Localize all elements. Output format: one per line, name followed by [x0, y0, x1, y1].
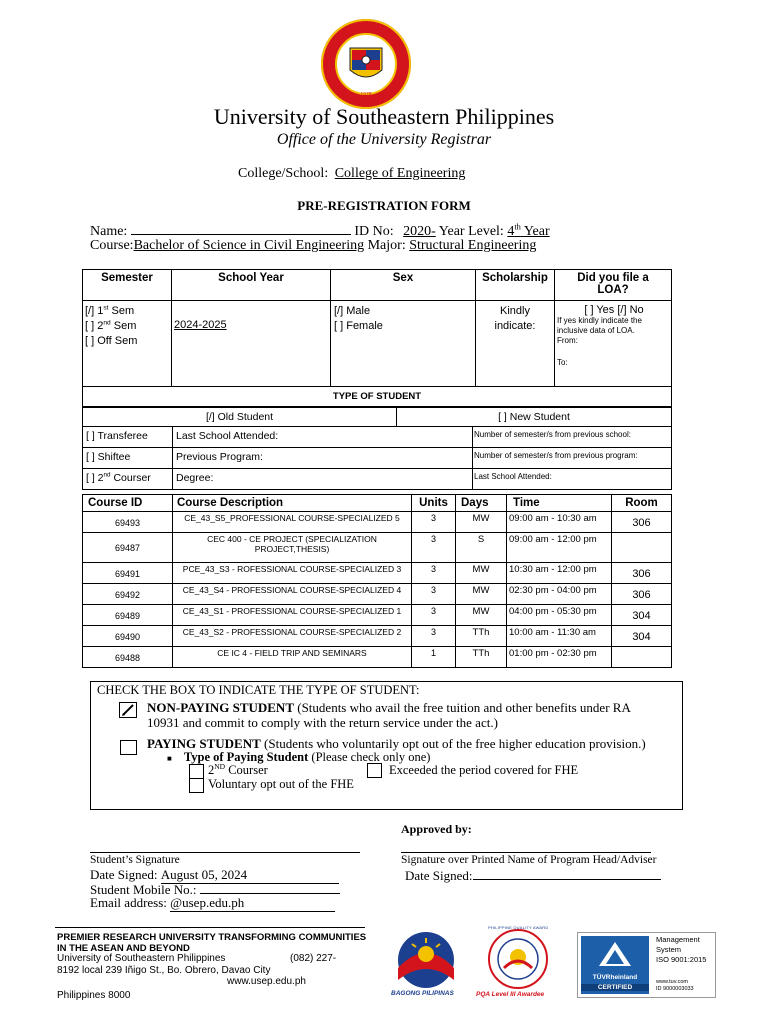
transferee-option[interactable]: [ ] Transferee	[83, 427, 173, 448]
course-days-cell: MW	[456, 584, 507, 605]
footer-phone: (082) 227-	[290, 953, 337, 964]
semesters-prev-program[interactable]: Number of semester/s from previous program:	[473, 448, 672, 469]
name-field[interactable]	[131, 222, 351, 235]
opt-exceeded-label: Exceeded the period covered for FHE	[389, 763, 579, 777]
course-desc-cell: CE_43_S2 - PROFESSIONAL COURSE-SPECIALIZED 2	[173, 626, 412, 647]
opt-courser-checkbox[interactable]	[189, 764, 204, 779]
student-type-box	[90, 681, 683, 810]
course-desc-cell: CE_43_S4 - PROFESSIONAL COURSE-SPECIALIZED 4	[173, 584, 412, 605]
course-units-cell: 3	[412, 533, 456, 563]
head-date-field[interactable]	[473, 867, 661, 880]
course-days-cell: MW	[456, 605, 507, 626]
loa-from: From:	[557, 336, 578, 345]
course-room-cell: 306	[612, 563, 672, 584]
course-units-cell: 3	[412, 563, 456, 584]
id-label: ID No:	[354, 224, 394, 239]
seal-year: 1978	[360, 92, 372, 98]
col-time: Time	[507, 495, 612, 512]
footer-tagline-2: IN THE ASEAN AND BEYOND	[57, 943, 190, 954]
col-semester: Semester	[83, 270, 172, 301]
semesters-prev-school[interactable]: Number of semester/s from previous school:	[473, 427, 672, 448]
paying-type-line: ■ Type of Paying Student (Please check only one)	[167, 750, 431, 764]
university-name: University of Southeastern Philippines	[213, 104, 555, 129]
student-signature-line[interactable]	[90, 852, 360, 853]
old-student-option[interactable]: [/] Old Student	[83, 408, 397, 427]
major-label: Major:	[367, 238, 406, 253]
course-time-cell: 10:30 am - 12:00 pm	[507, 563, 612, 584]
email-line: Email address: @usep.edu.ph	[90, 895, 335, 912]
col-loa: Did you file a LOA?	[555, 270, 672, 301]
paying-text: PAYING STUDENT (Students who voluntarily opt out of the free higher education provision.)	[147, 736, 646, 751]
course-days-cell: S	[456, 533, 507, 563]
major-value: Structural Engineering	[409, 238, 537, 253]
course-id-cell: 69489	[83, 605, 173, 626]
course-time-cell: 01:00 pm - 02:30 pm	[507, 647, 612, 668]
pqa-ring-text: PHILIPPINE QUALITY AWARD	[488, 925, 549, 930]
course-id-cell: 69493	[83, 512, 173, 533]
opt-exceeded-checkbox[interactable]	[367, 763, 382, 778]
col-units: Units	[412, 495, 456, 512]
courser-option[interactable]: [ ] 2nd Courser	[83, 469, 173, 490]
course-desc-cell: CE_43_S5_PROFESSIONAL COURSE-SPECIALIZED 5	[173, 512, 412, 533]
college-label: College/School:	[238, 166, 329, 181]
year-value: 4th Year	[507, 222, 550, 239]
paying-checkbox[interactable]	[120, 740, 137, 755]
course-room-cell	[612, 533, 672, 563]
bullet-icon: ■	[167, 753, 172, 763]
col-scholarship: Scholarship	[476, 270, 555, 301]
course-time-cell: 04:00 pm - 05:30 pm	[507, 605, 612, 626]
col-days: Days	[456, 495, 507, 512]
table-row	[83, 647, 672, 668]
sem-first[interactable]: [/] 1st Sem	[85, 304, 135, 317]
school-year-value: 2024-2025	[174, 319, 227, 331]
course-desc-cell: CE IC 4 - FIELD TRIP AND SEMINARS	[173, 647, 412, 668]
course-table	[82, 494, 672, 668]
year-label: Year Level:	[438, 224, 504, 239]
college-line	[238, 166, 465, 182]
course-units-cell: 3	[412, 512, 456, 533]
course-value: Bachelor of Science in Civil Engineering	[133, 238, 365, 253]
course-id-cell: 69487	[83, 533, 173, 563]
nonpaying-checkbox[interactable]	[119, 702, 137, 718]
info-table	[82, 269, 672, 407]
student-signature-label: Student’s Signature	[90, 854, 180, 866]
course-desc-cell: CEC 400 - CE PROJECT (SPECIALIZATION PROJECT,THESIS)	[173, 533, 412, 563]
sex-female[interactable]: [ ] Female	[334, 320, 383, 332]
degree-field[interactable]: Degree:	[173, 469, 473, 490]
tuv-brand: TÜVRheinland	[592, 974, 638, 981]
course-desc-cell: PCE_43_S3 - ROFESSIONAL COURSE-SPECIALIZED 3	[173, 563, 412, 584]
course-time-cell: 09:00 am - 12:00 pm	[507, 533, 612, 563]
tuv-certified: CERTIFIED	[581, 984, 649, 991]
id-value: 2020-	[403, 224, 436, 239]
bagong-pilipinas-logo	[388, 928, 464, 998]
tuv-id: ID 9000003033	[656, 986, 694, 992]
course-line	[90, 238, 536, 254]
last-school-2[interactable]: Last School Attended:	[473, 469, 672, 490]
course-time-cell: 02:30 pm - 04:00 pm	[507, 584, 612, 605]
course-room-cell: 306	[612, 584, 672, 605]
approved-by: Approved by:	[401, 822, 472, 836]
prev-program-field[interactable]: Previous Program:	[173, 448, 473, 469]
mobile-field[interactable]	[200, 881, 340, 894]
name-label: Name:	[90, 224, 128, 239]
type-of-student-title: TYPE OF STUDENT	[83, 387, 672, 407]
loa-to: To:	[557, 358, 568, 367]
bagong-pilipinas-label: BAGONG PILIPINAS	[391, 990, 454, 997]
course-id-cell: 69490	[83, 626, 173, 647]
sex-male[interactable]: [/] Male	[334, 305, 371, 317]
course-days-cell: TTh	[456, 626, 507, 647]
table-row	[83, 584, 672, 605]
nonpaying-text: NON-PAYING STUDENT (Students who avail the free tuition and other benefits under RA 10931 and commit to comply with the return service under the act.)	[147, 700, 631, 730]
course-label: Course:	[90, 238, 134, 253]
loa-choice[interactable]: [ ] Yes [/] No	[584, 304, 644, 316]
student-type-table	[82, 407, 672, 427]
head-date-line: Date Signed:	[405, 867, 661, 884]
course-id-cell: 69488	[83, 647, 173, 668]
col-sex: Sex	[331, 270, 476, 301]
tuv-badge	[581, 936, 649, 994]
mgmt-line-1: Management	[656, 935, 700, 944]
course-desc-cell: CE_43_S1 - PROFESSIONAL COURSE-SPECIALIZED 1	[173, 605, 412, 626]
mobile-line: Student Mobile No.:	[90, 881, 340, 898]
footer-divider	[55, 927, 365, 928]
office-name: Office of the University Registrar	[276, 131, 492, 148]
tuv-certificate	[577, 932, 716, 998]
col-school-year: School Year	[172, 270, 331, 301]
course-room-cell	[612, 647, 672, 668]
head-signature-label: Signature over Printed Name of Program Head/Adviser	[401, 854, 657, 866]
course-units-cell: 3	[412, 605, 456, 626]
course-time-cell: 10:00 am - 11:30 am	[507, 626, 612, 647]
new-student-option[interactable]: [ ] New Student	[397, 408, 672, 427]
table-row	[83, 563, 672, 584]
head-signature-line[interactable]	[401, 852, 651, 853]
email-field[interactable]: @usep.edu.ph	[170, 895, 335, 912]
course-room-cell: 304	[612, 626, 672, 647]
tuv-url: www.tuv.com	[656, 979, 688, 985]
transfer-table	[82, 426, 672, 490]
course-id-cell: 69492	[83, 584, 173, 605]
pqa-label: PQA Level III Awardee	[476, 991, 545, 998]
course-room-cell: 306	[612, 512, 672, 533]
pqa-logo	[482, 928, 554, 990]
scholarship-value: Kindly indicate:	[476, 301, 555, 387]
mgmt-line-3: ISO 9001:2015	[656, 955, 707, 964]
table-row	[83, 605, 672, 626]
footer-country: Philippines 8000	[57, 990, 131, 1001]
course-units-cell: 3	[412, 626, 456, 647]
footer-address-2: 8192 local 239 Iñigo St., Bo. Obrero, Davao City	[57, 965, 271, 976]
opt-courser-label: 2ND Courser	[208, 761, 268, 777]
mgmt-line-2: System	[656, 945, 682, 954]
form-title: PRE-REGISTRATION FORM	[297, 198, 471, 213]
table-row	[83, 512, 672, 533]
course-room-cell: 304	[612, 605, 672, 626]
col-course-desc: Course Description	[173, 495, 412, 512]
college-value: College of Engineering	[334, 166, 466, 181]
col-course-id: Course ID	[83, 495, 173, 512]
footer-website[interactable]: www.usep.edu.ph	[227, 976, 306, 987]
sem-second[interactable]: [ ] 2nd Sem	[85, 319, 137, 332]
sem-off[interactable]: [ ] Off Sem	[85, 335, 138, 347]
last-school-field[interactable]: Last School Attended:	[173, 427, 473, 448]
opt-voluntary-checkbox[interactable]	[189, 778, 204, 793]
shiftee-option[interactable]: [ ] Shiftee	[83, 448, 173, 469]
course-id-cell: 69491	[83, 563, 173, 584]
col-room: Room	[612, 495, 672, 512]
course-days-cell: MW	[456, 563, 507, 584]
course-days-cell: TTh	[456, 647, 507, 668]
loa-note: If yes kindly indicate the inclusive data of LOA.	[557, 316, 642, 335]
course-units-cell: 1	[412, 647, 456, 668]
course-days-cell: MW	[456, 512, 507, 533]
footer-tagline-1: PREMIER RESEARCH UNIVERSITY TRANSFORMING COMMUNITIES	[57, 932, 367, 943]
student-type-title: CHECK THE BOX TO INDICATE THE TYPE OF STUDENT:	[97, 683, 420, 697]
opt-voluntary-label: Voluntary opt out of the FHE	[208, 777, 354, 791]
table-row	[83, 626, 672, 647]
course-time-cell: 09:00 am - 10:30 am	[507, 512, 612, 533]
date-signed-value[interactable]: August 05, 2024	[161, 867, 339, 884]
course-units-cell: 3	[412, 584, 456, 605]
date-signed-line: Date Signed: August 05, 2024	[90, 867, 339, 884]
table-row	[83, 533, 672, 563]
footer-address-1: University of Southeastern Philippines	[57, 953, 226, 964]
